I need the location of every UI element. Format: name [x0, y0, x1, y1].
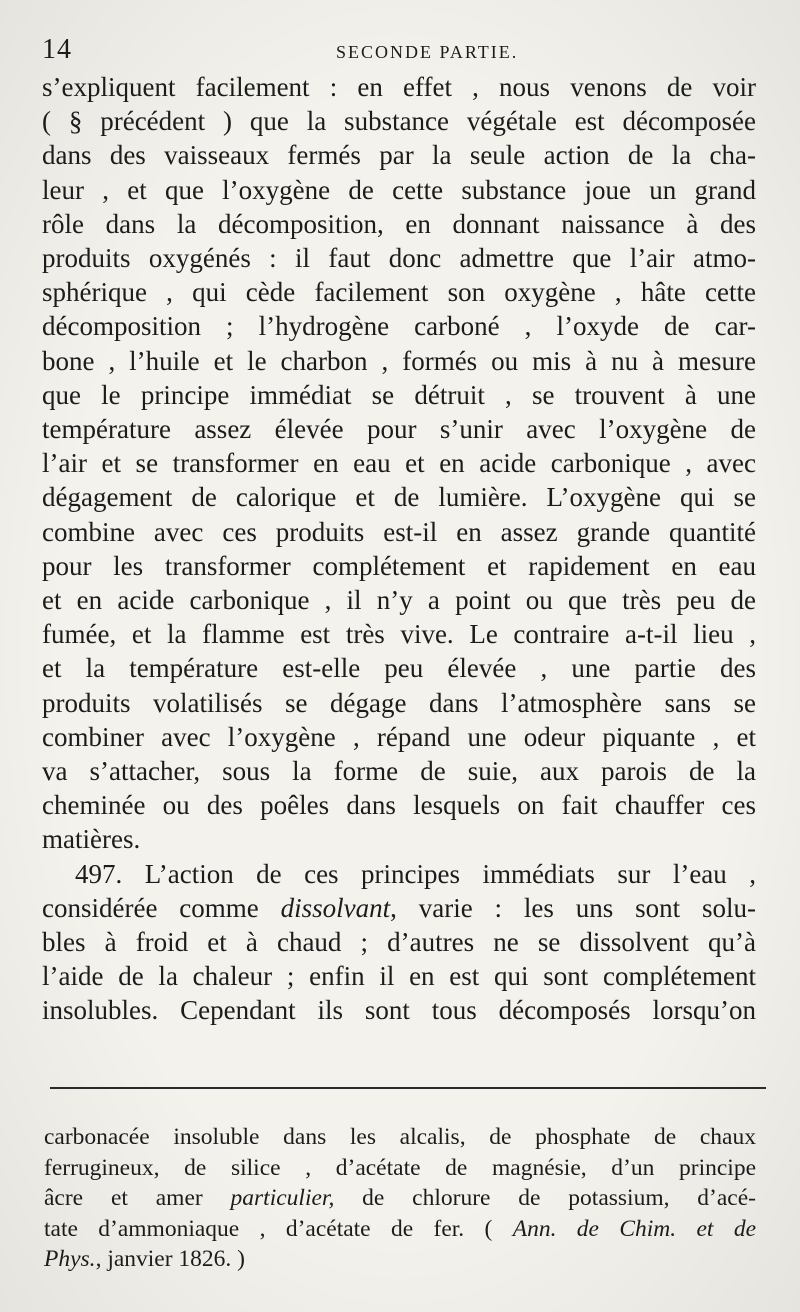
- text-line: cheminée ou des poêles dans lesquels on fait chauffer ces: [42, 790, 756, 821]
- text-line: décomposition ; l’hydrogène carboné , l’oxyde de car-: [42, 311, 756, 342]
- text-span: , janvier 1826. ): [95, 1246, 246, 1272]
- text-span: , varie : les uns sont solu-: [390, 892, 756, 923]
- text-line: produits oxygénés : il faut donc admettre que l’air atmo-: [42, 243, 756, 274]
- text-line: combine avec ces produits est-il en assez grande quantité: [42, 516, 756, 547]
- running-head: SECONDE PARTIE.: [336, 42, 519, 62]
- text-line: l’air et se transformer en eau et en acide carbonique , avec: [42, 448, 756, 479]
- text-line: que le principe immédiat se détruit , se trouvent à une: [42, 379, 756, 410]
- text-span: L’action de ces principes immédiats sur l’eau ,: [144, 858, 756, 889]
- footnote-line: carbonacée insoluble dans les alcalis, de phosphate de chaux: [44, 1124, 756, 1150]
- text-line: va s’attacher, sous la forme de suie, aux parois de la: [42, 756, 756, 787]
- citation-italic: Phys.: [44, 1246, 96, 1272]
- citation-italic: Ann. de Chim. et de: [512, 1215, 757, 1242]
- footnote-rule: [50, 1087, 766, 1089]
- text-span: de chlorure de potassium, d’acé-: [334, 1185, 756, 1211]
- page-number: 14: [42, 34, 72, 65]
- text-line: et en acide carbonique , il n’y a point ou que très peu de: [42, 585, 756, 616]
- paragraph-497-line: l’aide de la chaleur ; enfin il en est qui sont complétement: [42, 961, 756, 992]
- text-line: fumée, et la flamme est très vive. Le contraire a-t-il lieu ,: [42, 619, 756, 650]
- text-line: s’expliquent facilement : en effet , nous venons de voir: [42, 72, 756, 102]
- text-line: et la température est-elle peu élevée , une partie des: [42, 653, 756, 684]
- paragraph-497-line: insolubles. Cependant ils sont tous décomposés lorsqu’on: [42, 995, 756, 1026]
- paragraph-497-line: bles à froid et à chaud ; d’autres ne se dissolvent qu’à: [42, 927, 756, 958]
- italic-term: dissolvant: [280, 892, 391, 923]
- text-line: sphérique , qui cède facilement son oxygène , hâte cette: [42, 277, 756, 308]
- main-text: [42, 70, 756, 1028]
- text-span: âcre et amer: [44, 1185, 231, 1211]
- footnote-line: [44, 1244, 756, 1275]
- text-span: considérée comme: [42, 892, 281, 923]
- text-line: leur , et que l’oxygène de cette substance joue un grand: [42, 174, 756, 205]
- text-line: combiner avec l’oxygène , répand une odeur piquante , et: [42, 721, 756, 752]
- footnote-line: [44, 1214, 756, 1245]
- page-header: [42, 34, 762, 74]
- text-line: rôle dans la décomposition, en donnant naissance à des: [42, 208, 756, 239]
- text-line: dégagement de calorique et de lumière. L’oxygène qui se: [42, 482, 756, 513]
- footnote-line: [44, 1183, 756, 1214]
- paragraph-497-line: [42, 857, 756, 891]
- paragraph-497-line: [42, 891, 756, 925]
- text-line: bone , l’huile et le charbon , formés ou mis à nu à mesure: [42, 345, 756, 376]
- text-line: ( § précédent ) que la substance végétale est décomposée: [42, 106, 756, 137]
- footnote: [44, 1122, 756, 1275]
- footnote-line: ferrugineux, de silice , d’acétate de magnésie, d’un principe: [44, 1154, 756, 1181]
- text-line: pour les transformer complétement et rapidement en eau: [42, 550, 756, 581]
- paragraph-number: 497.: [75, 858, 123, 889]
- text-line: produits volatilisés se dégage dans l’atmosphère sans se: [42, 687, 756, 718]
- text-line: dans des vaisseaux fermés par la seule action de la cha-: [42, 140, 756, 171]
- text-line: température assez élevée pour s’unir avec l’oxygène de: [42, 414, 756, 445]
- text-line: matières.: [42, 824, 141, 855]
- italic-term: particulier,: [230, 1185, 335, 1211]
- text-span: tate d’ammoniaque , d’acétate de fer. (: [44, 1215, 513, 1242]
